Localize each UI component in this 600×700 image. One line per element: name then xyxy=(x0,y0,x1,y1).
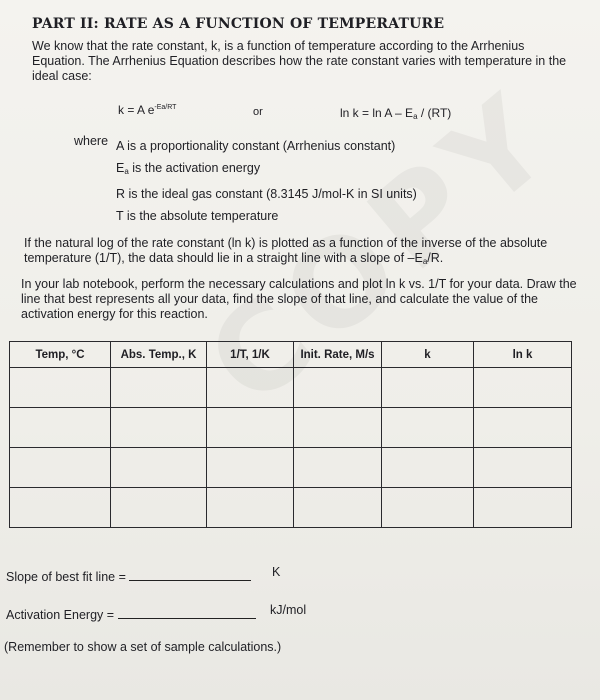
table-cell[interactable] xyxy=(10,488,111,528)
header-k: k xyxy=(382,342,474,368)
table-cell[interactable] xyxy=(207,368,294,408)
table-row xyxy=(10,408,572,448)
where-label: where xyxy=(74,134,109,148)
plot-paragraph xyxy=(24,236,584,269)
table-cell[interactable] xyxy=(207,408,294,448)
data-table xyxy=(9,341,572,528)
slope-blank[interactable] xyxy=(129,568,251,581)
table-cell[interactable] xyxy=(294,368,382,408)
equation-right-part-a: ln k = ln A – E xyxy=(340,106,414,120)
header-inverse-t: 1/T, 1/K xyxy=(207,342,294,368)
activation-energy-unit: kJ/mol xyxy=(270,603,307,617)
table-cell[interactable] xyxy=(294,408,382,448)
definition-ea xyxy=(116,157,417,183)
definition-a: A is a proportionality constant (Arrhenius constant) xyxy=(116,139,396,153)
table-cell[interactable] xyxy=(382,368,474,408)
table-cell[interactable] xyxy=(111,488,207,528)
plot-text-subscript: a xyxy=(422,257,428,266)
equation-right-subscript: a xyxy=(413,112,418,121)
table-cell[interactable] xyxy=(111,448,207,488)
table-cell[interactable] xyxy=(207,448,294,488)
activation-energy-blank[interactable] xyxy=(118,606,256,619)
equation-right-part-b: / (RT) xyxy=(417,106,452,120)
table-cell[interactable] xyxy=(111,368,207,408)
header-init-rate: Init. Rate, M/s xyxy=(294,342,382,368)
table-header-row xyxy=(10,342,572,368)
arrhenius-equation-log xyxy=(340,106,451,121)
table-cell[interactable] xyxy=(474,488,572,528)
table-cell[interactable] xyxy=(382,488,474,528)
plot-text-a: If the natural log of the rate constant (ln k) is plotted as a function of the inverse of the absolute temperature (1/T), the data should lie in a straight line with a slope of –E xyxy=(24,236,548,265)
table-cell[interactable] xyxy=(207,488,294,528)
definition-t: T is the absolute temperature xyxy=(116,209,279,223)
definition-ea-letter: E xyxy=(116,161,125,175)
section-title: PART II: RATE AS A FUNCTION OF TEMPERATURE xyxy=(32,16,445,32)
equation-left-exponent: -Ea/RT xyxy=(154,104,177,111)
activation-energy-line xyxy=(6,606,256,622)
table-cell[interactable] xyxy=(474,448,572,488)
definition-ea-text: is the activation energy xyxy=(128,161,261,175)
table-cell[interactable] xyxy=(382,448,474,488)
slope-line xyxy=(6,568,251,584)
header-ln-k: ln k xyxy=(474,342,572,368)
table-cell[interactable] xyxy=(382,408,474,448)
intro-paragraph: We know that the rate constant, k, is a function of temperature according to the Arrhenius Equation. The Arrhenius Equation describes how the rate constant varies with temperature in the ideal case: xyxy=(32,39,567,83)
table-cell[interactable] xyxy=(294,448,382,488)
table-row xyxy=(10,488,572,528)
variable-definitions xyxy=(116,135,417,227)
equation-left-base: k = A e xyxy=(118,103,155,117)
slope-unit: K xyxy=(272,565,281,579)
activation-energy-label: Activation Energy = xyxy=(6,608,115,622)
arrhenius-equation-exponential xyxy=(118,103,176,117)
definition-r: R is the ideal gas constant (8.3145 J/mol-K in SI units) xyxy=(116,187,417,201)
table-cell[interactable] xyxy=(474,368,572,408)
remember-note: (Remember to show a set of sample calculations.) xyxy=(4,640,282,654)
header-abs-temp: Abs. Temp., K xyxy=(111,342,207,368)
table-cell[interactable] xyxy=(111,408,207,448)
header-temp-c: Temp, °C xyxy=(10,342,111,368)
definition-ea-subscript: a xyxy=(124,167,129,176)
equation-or: or xyxy=(253,106,263,118)
table-cell[interactable] xyxy=(10,408,111,448)
instructions-paragraph: In your lab notebook, perform the necessary calculations and plot ln k vs. 1/T for your data. Draw the line that best represents all your data, find the slope of that line, and calculate the value of the activation energy for this reaction. xyxy=(21,277,577,321)
table-cell[interactable] xyxy=(10,448,111,488)
plot-text-b: /R. xyxy=(427,251,444,265)
table-cell[interactable] xyxy=(10,368,111,408)
slope-label: Slope of best fit line = xyxy=(6,570,126,584)
table-row xyxy=(10,368,572,408)
table-row xyxy=(10,448,572,488)
table-cell[interactable] xyxy=(294,488,382,528)
table-cell[interactable] xyxy=(474,408,572,448)
